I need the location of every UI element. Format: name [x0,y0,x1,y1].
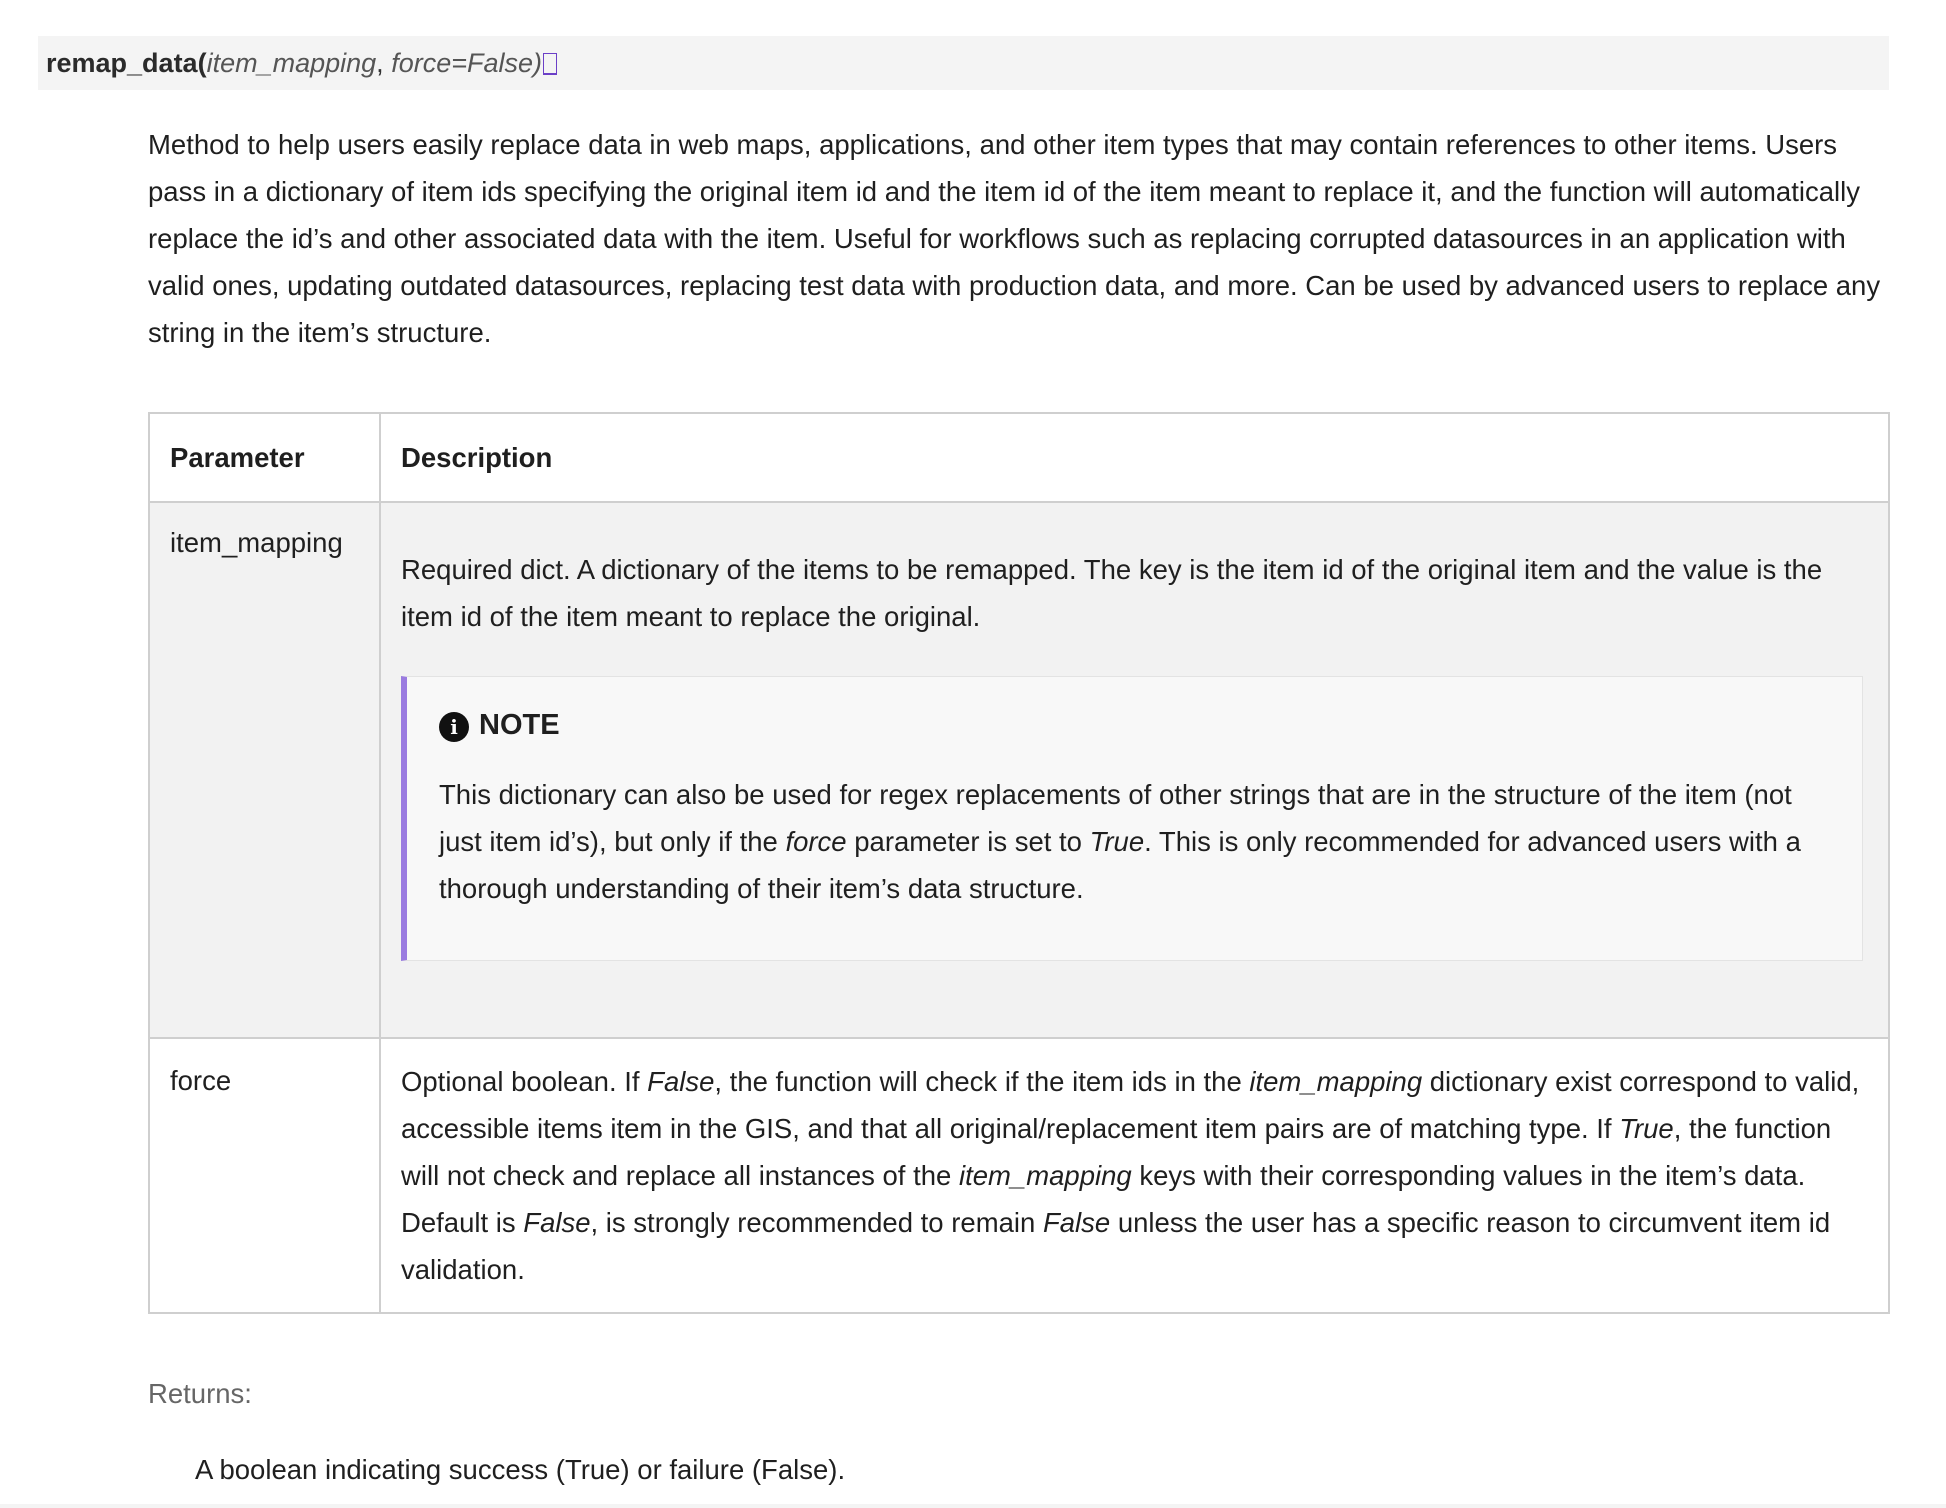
returns-text: A boolean indicating success (True) or failure (False). [195,1454,846,1485]
desc-part: , the function will not check and replace all instances of the [401,1113,1832,1191]
param-name-item-mapping: item_mapping [149,502,380,1038]
note-header [439,707,1832,743]
desc-em: False [523,1207,591,1238]
desc-part: , is strongly recommended to remain [590,1207,1043,1238]
desc-em: False [1042,1207,1111,1238]
info-circle-icon: i [439,712,469,742]
signature-param-force: force=False [391,48,534,78]
note-em-force: force [785,826,847,857]
desc-em: item_mapping [958,1160,1132,1191]
param-name-force: force [149,1038,380,1313]
note-text [439,771,1832,912]
open-paren: ( [197,48,207,78]
desc-part: Optional boolean. If [401,1066,648,1097]
note-text-part: This dictionary can also be used for regex replacements of other strings that are in the structure of the item (not just item id’s), but only if the [439,779,1792,857]
item-mapping-description: Required dict. A dictionary of the items to be remapped. The key is the item id of the original item and the value is the item id of the item meant to replace the original. [401,554,1823,632]
note-text-part: . This is only recommended for advanced users with a thorough understanding of their item’s data structure. [439,826,1801,904]
desc-part: , the function will check if the item ids in the [714,1066,1250,1097]
param-desc-force [380,1038,1889,1313]
parameter-table [148,412,1890,1314]
desc-em: False [647,1066,715,1097]
force-description [401,1058,1868,1293]
table-header-row [149,413,1889,502]
table-row-item-mapping [149,502,1889,1038]
desc-part: unless the user has a specific reason to circumvent item id validation. [401,1207,1831,1285]
desc-part: keys with their corresponding values in the item’s data. Default is [401,1160,1806,1238]
method-description: Method to help users easily replace data in web maps, applications, and other item types that may contain references to other items. Users pass in a dictionary of item ids specifying the original item id and the item id of the item meant to replace it, and the function will automatically replace the id’s and other associated data with the item. Useful for workflows such as replacing corrupted datasources in an application with valid ones, updating outdated datasources, replacing test data with production data, and more. Can be used by advanced users to replace any string in the item’s structure. [148,129,1881,348]
note-text-part: parameter is set to [846,826,1090,857]
method-signature [38,36,1889,90]
note-title: NOTE [479,709,560,741]
desc-part: dictionary exist correspond to valid, accessible items item in the GIS, and that all original/replacement item pairs are of matching type. If [401,1066,1860,1144]
bottom-divider [0,1504,1946,1508]
note-em-true: True [1089,826,1145,857]
permalink-icon[interactable] [543,53,557,75]
table-row-force [149,1038,1889,1313]
header-parameter: Parameter [149,413,380,502]
param-desc-item-mapping [380,502,1889,1038]
note-admonition [401,676,1863,961]
header-description: Description [380,413,1889,502]
desc-em: item_mapping [1249,1066,1423,1097]
signature-param-item-mapping: item_mapping [206,48,377,78]
close-paren: ) [533,48,543,78]
method-name: remap_data [46,48,198,78]
returns-label: Returns: [148,1378,252,1409]
desc-em: True [1619,1113,1674,1144]
signature-separator: , [376,48,392,78]
